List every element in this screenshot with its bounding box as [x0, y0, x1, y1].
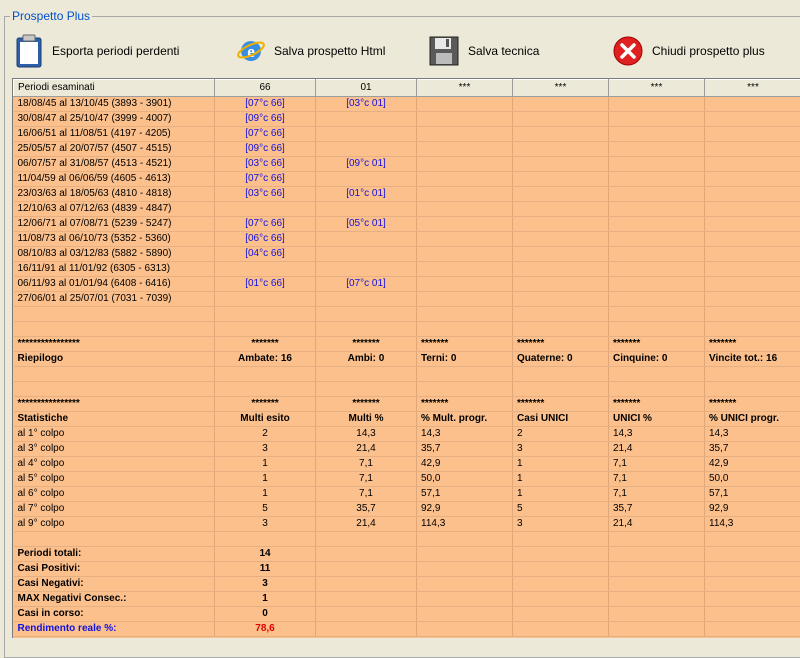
stat-row	[14, 442, 800, 457]
stars-cell: *******	[417, 337, 513, 352]
stat-cell: 21,4	[316, 517, 417, 532]
period-row	[14, 127, 800, 142]
period-cell: 11/04/59 al 06/06/59 (4605 - 4613)	[14, 172, 215, 187]
stars-cell: *******	[513, 337, 609, 352]
stars-row	[14, 337, 800, 352]
period-cell: 25/05/57 al 20/07/57 (4507 - 4515)	[14, 142, 215, 157]
stat-header-cell: % Mult. progr.	[417, 412, 513, 427]
close-plus-label: Chiudi prospetto plus	[652, 44, 765, 58]
stat-cell: 21,4	[609, 442, 705, 457]
stars-cell: *******	[316, 397, 417, 412]
col-header-01[interactable]: 01	[316, 80, 417, 97]
totals-row	[14, 547, 800, 562]
result-cell: [07°c 66]	[215, 97, 316, 112]
result-cell	[316, 127, 417, 142]
col-header-66[interactable]: 66	[215, 80, 316, 97]
stat-cell: 1	[513, 487, 609, 502]
empty-row	[14, 382, 800, 397]
totals-value: 0	[215, 607, 316, 622]
stat-cell: 35,7	[316, 502, 417, 517]
result-cell	[215, 262, 316, 277]
stars-cell: *******	[513, 397, 609, 412]
result-cell	[316, 112, 417, 127]
period-cell: 16/11/91 al 11/01/92 (6305 - 6313)	[14, 262, 215, 277]
stat-cell: 14,3	[316, 427, 417, 442]
stat-cell: 57,1	[417, 487, 513, 502]
clipboard-icon	[14, 34, 44, 68]
riepilogo-row	[14, 352, 800, 367]
stat-cell: 50,0	[417, 472, 513, 487]
period-row	[14, 97, 800, 112]
results-grid[interactable]	[12, 78, 800, 638]
stat-cell: 57,1	[705, 487, 800, 502]
period-row	[14, 112, 800, 127]
stat-cell: 114,3	[705, 517, 800, 532]
stat-row	[14, 457, 800, 472]
result-cell	[316, 172, 417, 187]
header-row	[14, 80, 800, 97]
stat-cell: 2	[215, 427, 316, 442]
period-cell: 11/08/73 al 06/10/73 (5352 - 5360)	[14, 232, 215, 247]
totals-label: Casi Positivi:	[14, 562, 215, 577]
col-header-extra[interactable]: ***	[417, 80, 513, 97]
terni-cell: Terni: 0	[417, 352, 513, 367]
period-cell: 06/11/93 al 01/01/94 (6408 - 6416)	[14, 277, 215, 292]
stat-label: al 1° colpo	[14, 427, 215, 442]
empty-row	[14, 367, 800, 382]
stat-cell: 21,4	[316, 442, 417, 457]
period-cell: 12/06/71 al 07/08/71 (5239 - 5247)	[14, 217, 215, 232]
result-cell: [01°c 66]	[215, 277, 316, 292]
stat-cell: 14,3	[609, 427, 705, 442]
stat-cell: 35,7	[609, 502, 705, 517]
col-header-extra[interactable]: ***	[705, 80, 800, 97]
result-cell: [07°c 66]	[215, 172, 316, 187]
stat-header-cell: Multi esito	[215, 412, 316, 427]
period-cell: 27/06/01 al 25/07/01 (7031 - 7039)	[14, 292, 215, 307]
stat-cell: 92,9	[417, 502, 513, 517]
totals-label: Casi in corso:	[14, 607, 215, 622]
col-header-extra[interactable]: ***	[513, 80, 609, 97]
result-cell: [07°c 01]	[316, 277, 417, 292]
stat-cell: 7,1	[316, 472, 417, 487]
stars-cell: *******	[609, 397, 705, 412]
svg-text:e: e	[247, 42, 255, 61]
save-html-label: Salva prospetto Html	[274, 44, 385, 58]
period-cell: 30/08/47 al 25/10/47 (3999 - 4007)	[14, 112, 215, 127]
period-cell: 18/08/45 al 13/10/45 (3893 - 3901)	[14, 97, 215, 112]
group-title: Prospetto Plus	[10, 9, 92, 23]
result-cell	[316, 202, 417, 217]
stat-cell: 7,1	[609, 472, 705, 487]
totals-row	[14, 577, 800, 592]
stat-row	[14, 472, 800, 487]
vincite-cell: Vincite tot.: 16	[705, 352, 800, 367]
stat-label: al 3° colpo	[14, 442, 215, 457]
result-cell: [09°c 01]	[316, 157, 417, 172]
col-header-extra[interactable]: ***	[609, 80, 705, 97]
stat-cell: 114,3	[417, 517, 513, 532]
empty-row	[14, 307, 800, 322]
riepilogo-label: Riepilogo	[14, 352, 215, 367]
totals-value: 14	[215, 547, 316, 562]
stat-label: al 7° colpo	[14, 502, 215, 517]
stat-cell: 3	[215, 442, 316, 457]
stars-cell: *******	[215, 337, 316, 352]
period-row	[14, 202, 800, 217]
stat-cell: 35,7	[705, 442, 800, 457]
result-cell	[215, 202, 316, 217]
period-row	[14, 157, 800, 172]
stat-label: al 5° colpo	[14, 472, 215, 487]
internet-explorer-icon	[236, 35, 266, 67]
export-losing-periods-button[interactable]	[14, 32, 179, 70]
result-cell: [03°c 66]	[215, 157, 316, 172]
col-header-periodi[interactable]: Periodi esaminati	[14, 80, 215, 97]
export-button-label: Esporta periodi perdenti	[52, 44, 179, 58]
stat-cell: 1	[215, 457, 316, 472]
stat-cell: 1	[215, 487, 316, 502]
stat-cell: 1	[513, 472, 609, 487]
statistiche-header-row	[14, 412, 800, 427]
stat-header-cell: UNICI %	[609, 412, 705, 427]
stars-cell: *******	[705, 337, 800, 352]
stat-cell: 7,1	[609, 487, 705, 502]
totals-row	[14, 562, 800, 577]
ambate-cell: Ambate: 16	[215, 352, 316, 367]
save-html-button[interactable]	[236, 32, 385, 70]
rendimento-row	[14, 622, 800, 637]
stat-header-cell: Multi %	[316, 412, 417, 427]
result-cell: [01°c 01]	[316, 187, 417, 202]
period-row	[14, 172, 800, 187]
stars-cell: *******	[609, 337, 705, 352]
stat-row	[14, 487, 800, 502]
totals-row	[14, 607, 800, 622]
close-plus-button[interactable]	[612, 32, 765, 70]
stat-cell: 14,3	[705, 427, 800, 442]
result-cell: [07°c 66]	[215, 217, 316, 232]
result-cell: [06°c 66]	[215, 232, 316, 247]
result-cell	[316, 292, 417, 307]
result-cell: [09°c 66]	[215, 142, 316, 157]
ambi-cell: Ambi: 0	[316, 352, 417, 367]
period-row	[14, 277, 800, 292]
totals-value: 3	[215, 577, 316, 592]
toolbar	[0, 32, 800, 72]
result-cell	[316, 142, 417, 157]
period-row	[14, 292, 800, 307]
stars-cell: ****************	[14, 337, 215, 352]
stars-cell: *******	[705, 397, 800, 412]
totals-label: Periodi totali:	[14, 547, 215, 562]
rendimento-label: Rendimento reale %:	[14, 622, 215, 637]
stat-cell: 92,9	[705, 502, 800, 517]
stat-cell: 3	[513, 442, 609, 457]
save-technique-label: Salva tecnica	[468, 44, 539, 58]
period-row	[14, 187, 800, 202]
result-cell: [04°c 66]	[215, 247, 316, 262]
stat-cell: 1	[513, 457, 609, 472]
stat-cell: 7,1	[316, 487, 417, 502]
save-technique-button[interactable]	[428, 32, 539, 70]
period-cell: 23/03/63 al 18/05/63 (4810 - 4818)	[14, 187, 215, 202]
stat-cell: 1	[215, 472, 316, 487]
stat-cell: 21,4	[609, 517, 705, 532]
stat-header-cell: Casi UNICI	[513, 412, 609, 427]
close-circle-icon	[612, 35, 644, 67]
statistiche-label: Statistiche	[14, 412, 215, 427]
period-row	[14, 262, 800, 277]
stat-row	[14, 517, 800, 532]
stat-cell: 42,9	[705, 457, 800, 472]
totals-label: MAX Negativi Consec.:	[14, 592, 215, 607]
stat-cell: 2	[513, 427, 609, 442]
period-cell: 06/07/57 al 31/08/57 (4513 - 4521)	[14, 157, 215, 172]
stat-cell: 7,1	[609, 457, 705, 472]
floppy-disk-icon	[428, 35, 460, 67]
stat-cell: 14,3	[417, 427, 513, 442]
rendimento-value: 78,6	[215, 622, 316, 637]
period-row	[14, 217, 800, 232]
stat-cell: 3	[513, 517, 609, 532]
result-cell	[316, 262, 417, 277]
stat-cell: 5	[513, 502, 609, 517]
stars-cell: ****************	[14, 397, 215, 412]
stat-cell: 7,1	[316, 457, 417, 472]
stat-row	[14, 502, 800, 517]
empty-row	[14, 532, 800, 547]
result-cell	[316, 232, 417, 247]
result-cell: [09°c 66]	[215, 112, 316, 127]
stat-label: al 4° colpo	[14, 457, 215, 472]
stat-label: al 9° colpo	[14, 517, 215, 532]
empty-row	[14, 322, 800, 337]
stars-cell: *******	[316, 337, 417, 352]
result-cell	[316, 247, 417, 262]
stat-cell: 50,0	[705, 472, 800, 487]
period-row	[14, 142, 800, 157]
results-table	[13, 79, 800, 637]
stat-row	[14, 427, 800, 442]
stars-cell: *******	[215, 397, 316, 412]
period-row	[14, 247, 800, 262]
stars-row	[14, 397, 800, 412]
totals-value: 11	[215, 562, 316, 577]
stars-cell: *******	[417, 397, 513, 412]
totals-value: 1	[215, 592, 316, 607]
period-cell: 08/10/83 al 03/12/83 (5882 - 5890)	[14, 247, 215, 262]
result-cell: [03°c 66]	[215, 187, 316, 202]
result-cell: [05°c 01]	[316, 217, 417, 232]
quaterne-cell: Quaterne: 0	[513, 352, 609, 367]
period-cell: 16/06/51 al 11/08/51 (4197 - 4205)	[14, 127, 215, 142]
period-cell: 12/10/63 al 07/12/63 (4839 - 4847)	[14, 202, 215, 217]
cinquine-cell: Cinquine: 0	[609, 352, 705, 367]
stat-cell: 42,9	[417, 457, 513, 472]
stat-header-cell: % UNICI progr.	[705, 412, 800, 427]
stat-cell: 5	[215, 502, 316, 517]
result-cell	[215, 292, 316, 307]
stat-cell: 35,7	[417, 442, 513, 457]
totals-label: Casi Negativi:	[14, 577, 215, 592]
totals-row	[14, 592, 800, 607]
result-cell: [07°c 66]	[215, 127, 316, 142]
stat-label: al 6° colpo	[14, 487, 215, 502]
period-row	[14, 232, 800, 247]
stat-cell: 3	[215, 517, 316, 532]
result-cell: [03°c 01]	[316, 97, 417, 112]
